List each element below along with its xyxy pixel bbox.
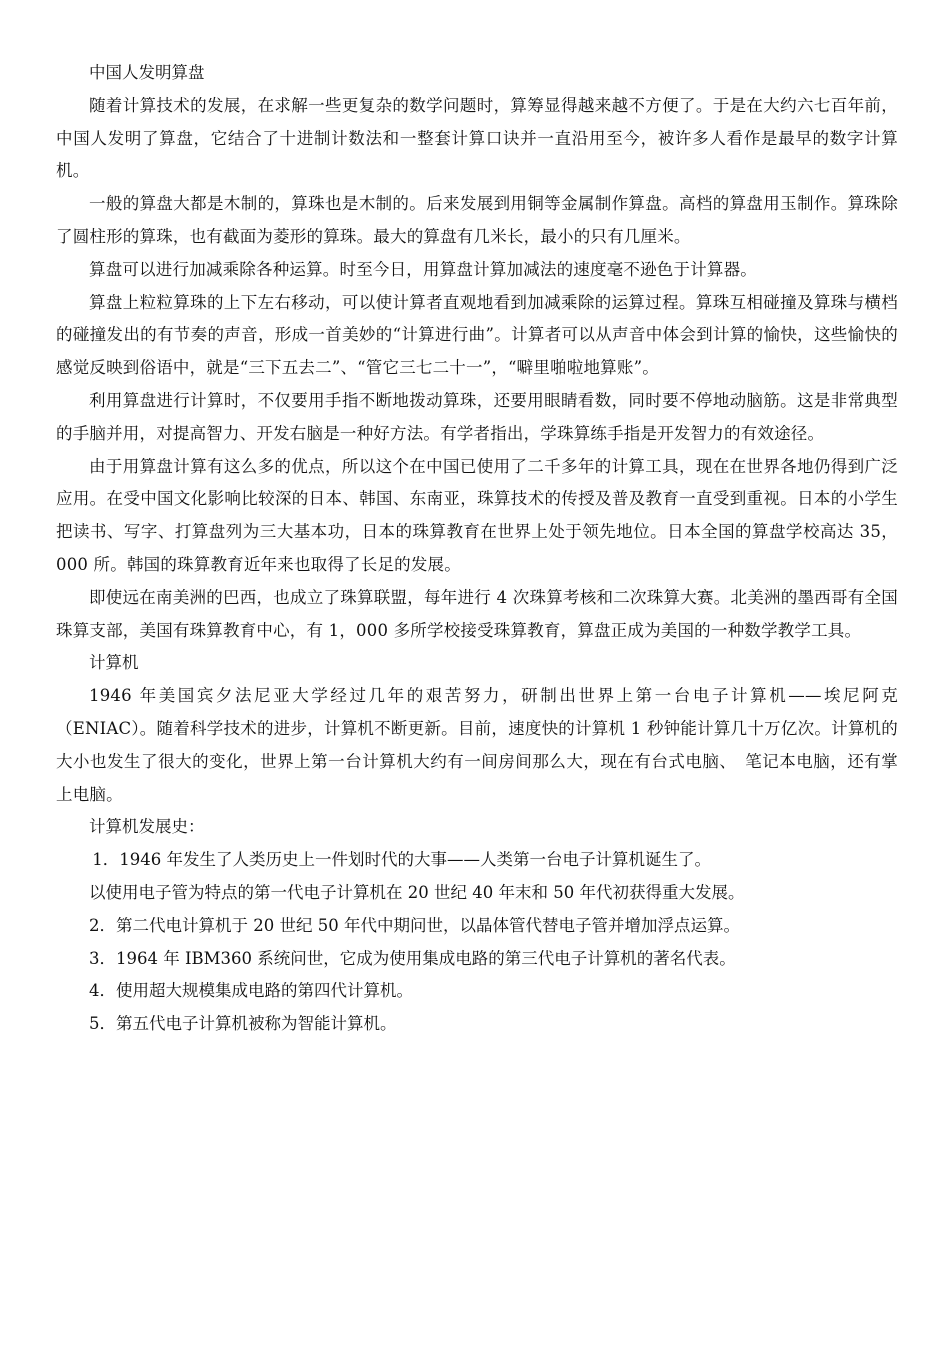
history-item: 4．使用超大规模集成电路的第四代计算机。	[89, 981, 413, 1001]
paragraph: 算盘上粒粒算珠的上下左右移动，可以使计算者直观地看到加减乘除的运算过程。算珠互相碰撞及算珠与横档的碰撞发出的有节奏的声音，形成一首美妙的“计算进行曲”。计算者可以从声音中体会到计算的愉快，这些愉快的感觉反映到俗语中，就是“三下五去二”、“管它三七二十一”，“噼里啪啦地算账”。	[56, 292, 898, 378]
paragraph: 由于用算盘计算有这么多的优点，所以这个在中国已使用了二千多年的计算工具，现在在世界各地仍得到广泛应用。在受中国文化影响比较深的日本、韩国、东南亚，珠算技术的传授及普及教育一直受到重视。日本的小学生把读书、写字、打算盘列为三大基本功，日本的珠算教育在世界上处于领先地位。日本全国的算盘学校高达 35，000 所。韩国的珠算教育近年来也取得了长足的发展。	[56, 456, 898, 574]
history-item: 以使用电子管为特点的第一代电子计算机在 20 世纪 40 年末和 50 年代初获得重大发展。	[89, 882, 745, 902]
history-item: 1．1946 年发生了人类历史上一件划时代的大事——人类第一台电子计算机诞生了。	[92, 850, 712, 870]
paragraph: 算盘可以进行加减乘除各种运算。时至今日，用算盘计算加减法的速度毫不逊色于计算器。	[89, 259, 757, 279]
paragraph: 利用算盘进行计算时，不仅要用手指不断地拨动算珠，还要用眼睛看数，同时要不停地动脑筋。这是非常典型的手脑并用，对提高智力、开发右脑是一种好方法。有学者指出，学珠算练手指是开发智力的有效途径。	[56, 390, 898, 443]
paragraph: 即使远在南美洲的巴西，也成立了珠算联盟，每年进行 4 次珠算考核和二次珠算大赛。北美洲的墨西哥有全国珠算支部，美国有珠算教育中心，有 1，000 多所学校接受珠算教育，算盘正成为美国的一种数学教学工具。	[56, 587, 898, 640]
section-title-computer: 计算机	[89, 653, 139, 673]
paragraph: 随着计算技术的发展，在求解一些更复杂的数学问题时，算筹显得越来越不方便了。于是在大约六七百年前，中国人发明了算盘，它结合了十进制计数法和一整套计算口诀并一直沿用至今，被许多人看作是最早的数字计算机。	[56, 95, 898, 181]
paragraph: 一般的算盘大都是木制的，算珠也是木制的。后来发展到用铜等金属制作算盘。高档的算盘用玉制作。算珠除了圆柱形的算珠，也有截面为菱形的算珠。最大的算盘有几米长，最小的只有几厘米。	[56, 194, 898, 246]
section-title-abacus: 中国人发明算盘	[89, 63, 205, 82]
document-page	[56, 57, 898, 1041]
paragraph: 1946 年美国宾夕法尼亚大学经过几年的艰苦努力，研制出世界上第一台电子计算机——埃尼阿克（ENIAC）。随着科学技术的进步，计算机不断更新。目前，速度快的计算机 1 秒钟能计算几十万亿次。计算机的大小也发生了很大的变化，世界上第一台计算机大约有一间房间那么大，现在有台式电脑、 笔记本电脑，还有掌上电脑。	[56, 686, 898, 804]
history-item: 5．第五代电子计算机被称为智能计算机。	[89, 1014, 397, 1034]
history-item: 3．1964 年 IBM360 系统问世，它成为使用集成电路的第三代电子计算机的著名代表。	[89, 948, 736, 968]
history-item: 2．第二代电计算机于 20 世纪 50 年代中期问世，以晶体管代替电子管并增加浮点运算。	[89, 915, 740, 935]
history-title: 计算机发展史：	[89, 817, 205, 837]
